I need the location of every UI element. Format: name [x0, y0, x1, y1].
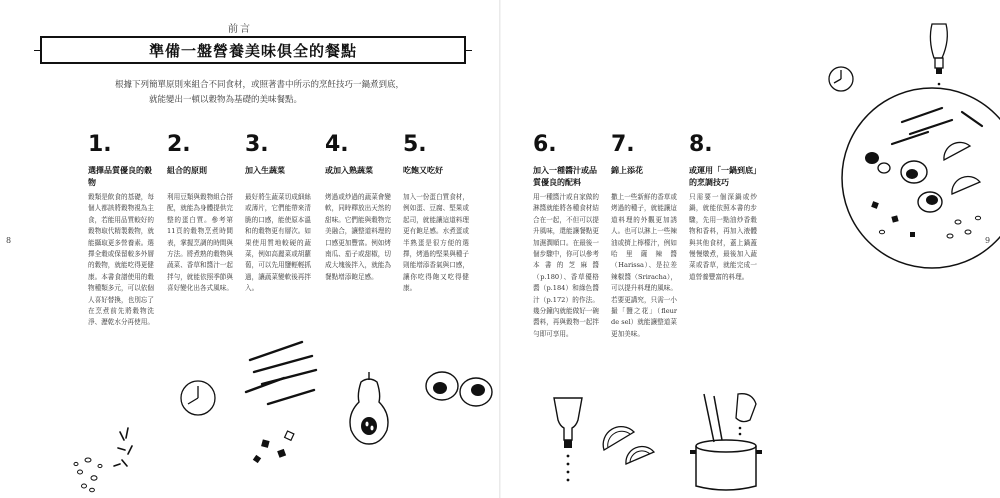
step-body: 烤過或炒過的蔬菜會變軟，同時釋放出天然的甜味。它們能與穀物完美融合，讓整道料理的口感更加豐富。例如烤南瓜、茄子或甜椒，切成大塊後拌入，就能為餐點增添飽足感。	[325, 193, 391, 281]
step-1	[88, 132, 154, 329]
page-number-left: 8	[6, 236, 12, 245]
step-title: 吃飽又吃好	[403, 165, 443, 175]
intro-line-1: 根據下列簡單原則來組合不同食材，或照著書中所示的烹飪技巧一鍋煮到底，	[115, 80, 405, 90]
title-rule-right	[466, 50, 472, 51]
step-number: 7.	[611, 132, 635, 157]
step-number: 6.	[533, 132, 557, 157]
step-number: 1.	[88, 132, 112, 157]
step-5	[403, 132, 469, 295]
step-title: 組合的原則	[167, 165, 207, 175]
step-body: 只需要一個深鍋或炒鍋，就能依照本書的步驟，先用一點油炒香穀物和香料，再加入液體與其他食材，蓋上鍋蓋慢慢燉煮，最後加入蔬菜或香草，就能完成一道營養豐富的料理。	[689, 193, 757, 281]
intro-paragraph	[115, 78, 415, 108]
step-6	[533, 132, 599, 340]
step-title: 選擇品質優良的穀物	[88, 165, 152, 187]
step-title: 或運用「一鍋到底」的烹調技巧	[689, 165, 757, 187]
step-7	[611, 132, 677, 340]
step-body: 加入一份蛋白質食材，例如蛋、豆腐、堅果或起司，就能讓這道料理更有飽足感。水煮蛋或半熟蛋是很方便的選擇，烤過的堅果與種子則能增添香氣與口感，讓你吃得飽又吃得健康。	[403, 193, 469, 293]
step-number: 4.	[325, 132, 349, 157]
step-title: 或加入熟蔬菜	[325, 165, 373, 175]
step-number: 2.	[167, 132, 191, 157]
step-body: 用一種醬汁或自家做的淋醬就能將各種食材結合在一起，不但可以提升風味，還能讓餐點更加濕潤順口。在最後一個步驟中，你可以參考本書的芝麻醬（p.180）、香草優格醬（p.184）和綠色醬汁（p.172）的作法。幾分鐘內就能做好一碗醬料，再與穀物一起拌勻即可享用。	[533, 193, 599, 338]
step-4	[325, 132, 391, 283]
title-box	[40, 36, 466, 64]
step-body: 最好將生蔬菜切成細絲或薄片，它們能帶來清脆的口感，能使原本溫和的穀物更有層次。如果使用質地較硬的蔬菜，例如高麗菜或胡蘿蔔，可以先用鹽輕輕抓過，讓蔬菜變軟後再拌入。	[245, 193, 311, 293]
step-title: 錦上添花	[611, 165, 643, 175]
page-number-right: 9	[985, 236, 991, 245]
pot-illustration	[690, 390, 770, 495]
page-fold	[499, 0, 501, 498]
section-label: 前言	[228, 24, 252, 35]
step-number: 8.	[689, 132, 713, 157]
squash-illustration	[345, 368, 395, 448]
step-body: 利用豆類與穀物組合搭配，就能為身體提供完整的蛋白質。參考第11頁的穀物烹煮時間表，掌握烹調的時間與方法。將煮熟的穀物與蔬菜、香草和醬汁一起拌勻，就能依照季節與喜好變化出各式風味。	[167, 193, 233, 293]
step-3	[245, 132, 311, 295]
step-number: 5.	[403, 132, 427, 157]
page-title: 準備一盤營養美味俱全的餐點	[143, 40, 363, 61]
step-2	[167, 132, 233, 295]
lemon-slices-illustration	[600, 420, 660, 470]
step-title: 加入生蔬菜	[245, 165, 285, 175]
grains-illustration	[70, 420, 160, 495]
clock-icon	[178, 378, 218, 418]
bottle-illustration	[548, 392, 593, 492]
step-title: 加入一種醬汁或品質優良的配料	[533, 165, 597, 187]
step-8	[689, 132, 757, 283]
title-rule-left	[34, 50, 40, 51]
step-number: 3.	[245, 132, 269, 157]
step-body: 撒上一些新鮮的香草或烤過的種子，就能讓這道料理的外觀更加誘人。也可以淋上一些辣油或擠上檸檬汁，例如哈里薩辣醬（Harissa）、是拉差辣椒醬（Sriracha），可以提升料理的風味。若要更講究，只需一小撮「鹽之花」（fleur de sel）就能讓整道菜更加美味。	[611, 193, 677, 338]
grain-bowl-illustration	[832, 82, 1000, 282]
step-body: 穀類是飲食的基礎，每個人都該將穀物視為主食，若能用品質較好的穀物取代精製穀物，就能攝取更多營養素。選擇全穀或保留較多外層的穀物，就能吃得更健康。本書食譜使用的穀物種類多元，可以依個人喜好替換，也別忘了在烹煮前先將穀物洗淨、瀝乾水分再使用。	[88, 193, 154, 327]
eggs-illustration	[420, 360, 500, 420]
vegetables-illustration	[232, 332, 332, 472]
intro-line-2: 就能變出一頓以穀物為基礎的美味餐點。	[149, 95, 303, 105]
